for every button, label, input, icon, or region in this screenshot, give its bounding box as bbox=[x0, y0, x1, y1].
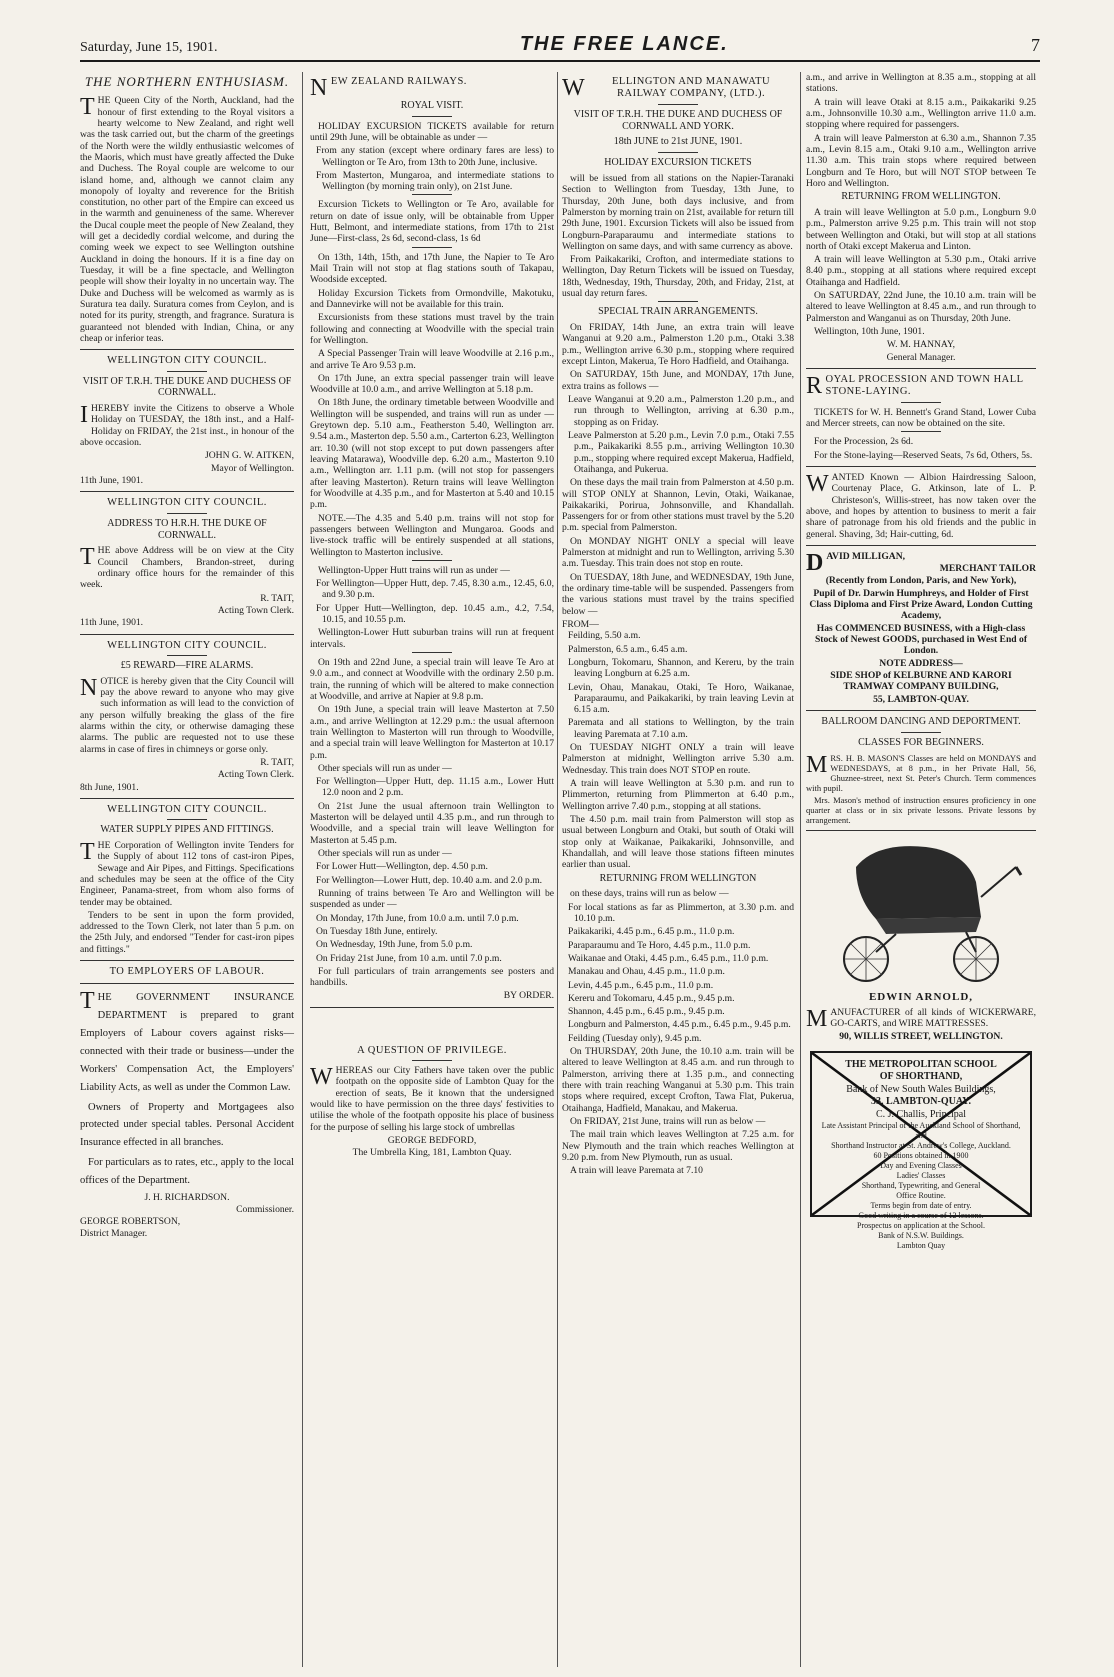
shorthand-advert: THE METROPOLITAN SCHOOL OF SHORTHAND, Bank of New South Wales Buildings, 33, LAMBTON-QUAY. C. J. Challis, Principal Late Assistant Principal of the Auckland School of Shorthand, and Shorthand Instructor at St. Andrew's College, Auckland. 60 Positions obtained in 1900 Day and Evening Classes Ladies' Classes Shorthand, Typewriting, and General Office Routine. Terms begin from date of entry. Good writing in a course of 12 lessons. Prospectus on application at the School. Bank of N.S.W. Buildings. Lambton Quay bbox=[810, 1051, 1032, 1217]
by-order: BY ORDER. bbox=[503, 990, 554, 1002]
notice-subheading: VISIT OF T.R.H. THE DUKE AND DUCHESS OF CORNWALL. bbox=[82, 375, 292, 399]
list-item: Feilding, 5.50 a.m. bbox=[568, 630, 641, 642]
from-label: FROM— bbox=[562, 618, 599, 630]
article-title-northern: THE NORTHERN ENTHUSIASM. bbox=[84, 74, 290, 89]
council-heading: WELLINGTON CITY COUNCIL. bbox=[107, 803, 267, 815]
railways-heading: NEW ZEALAND RAILWAYS. bbox=[310, 75, 467, 101]
arnold-address: 90, WILLIS STREET, WELLINGTON. bbox=[839, 1031, 1003, 1043]
list-item: Leave Palmerston at 5.20 p.m., Levin 7.0 p.m., Otaki 7.55 p.m., Paikakariki 8.55 p.m., arriving Wellington 10.30 p.m., stopping where required except Makerua, Hadfield, Otaihanga, and Pukerua. bbox=[568, 429, 794, 475]
column-4: a.m., and arrive in Wellington at 8.35 a.m., stopping at all stations. A train will leave Otaki at 8.15 a.m., Paikakariki 9.25 a.m., Johnsonville 10.30 a.m., Wellington arrive 11.0 a.m. stopping where required for passengers. A train will leave Palmerston at 6.30 a.m., Shannon 7.35 a.m., Levin 8.15 a.m., Otaki 9.10 a.m., Wellington arrive 11.30 a.m. This train stops where required between Longburn and Te Horo, but will NOT STOP between Te Horo and Wellington. RETURNING FROM WELLINGTON. A train will leave Wellington at 5.0 p.m., Longburn 9.0 p.m., Palmerston arrive 9.25 p.m. This train will not stop between Wellington and Otaki, but will stop at all stations north of Otaki except Makerua and Linton. A train will leave Wellington at 5.30 p.m., Otaki arrive 8.40 p.m., stopping at all stations where required except Otaihanga and Hadfield. On SATURDAY, 22nd June, the 10.10 a.m. train will be altered to leave Wellington at 8.45 a.m., and run through to Palmerston and Wanganui as on Thursday, 20th June. Wellington, 10th June, 1901. W. M. HANNAY, General Manager. ROYAL PROCESSION AND TOWN HALL STONE-LAYING. TICKETS for W. H. Bennett's Grand Stand, Lower Cuba and Mercer streets, can now be obtained on the site. For the Procession, 2s 6d. For the Stone-laying—Reserved Seats, 7s 6d, Others, 5s. WANTED Known — Albion Hairdressing Saloon, Courtenay Place, G. Atkinson, late of L. P. Christeson's, Willis-street, has now taken over the above, and hopes by attention to business to merit a fair share of patronage from his old friends and the public in general. Shaving, 3d; Hair-cutting, 6d. DAVID MILLIGAN, MERCHANT TAILOR (Recently from London, Paris, and New York), Pupil of Dr. Darwin Humphreys, and Holder of First Class Diploma and First Prize Award, London Cutting Academy, Has COMMENCED BUSINESS, with a High-class Stock of Newest GOODS, purchased in West End of London. NOTE ADDRESS— SIDE SHOP of KELBURNE AND KARORI TRAMWAY COMPANY BUILDING, 55, LAMBTON-QUAY. BALLROOM DANCING AND DEPORTMENT. CLASSES FOR BEGINNERS. MRS. H. B. MASON'S Classes are held on MONDAYS and WEDNESDAYS, at 8 p.m., in her Private Hall, 56, Ghuznee-street, next St. Peter's Church. Term commences with pupil. Mrs. Mason's method of instruction ensures proficiency in one quarter at class or in six private lessons. Private lessons by arrangement. EDWIN ARNOLD, MANUFACTURER of all kinds of WICKERWARE, GO-CARTS, and WIRE MATTRESSES. 90, WILLIS STREET, WELLINGTON. THE METROPOLITAN SCHOOL OF SHORTHAND, Bank of New South Wales Buildings, 33, LAMBTON-QUAY. C. J. Challis, Principal Late Assistant Principal of the Auckland School of Shorthand, and Shorthand Instructor at St. Andrew's College, Auckland. 60 Positions obtained in 1900 Day and Evening Classes Ladies' Classes Shorthand, Typewriting, and General Office Routine. Terms begin from date of entry. Good writing in a course of 12 lessons. Prospectus on application at the School. Bank of N.S.W. Buildings. Lambton Quay bbox=[806, 72, 1036, 1251]
notice-subheading: £5 REWARD—FIRE ALARMS. bbox=[120, 659, 254, 671]
ballroom-body: MRS. H. B. MASON'S Classes are held on MONDAYS and WEDNESDAYS, at 8 p.m., in her Private Hall, 56, Ghuznee-street, next St. Peter's Church. Term commences with pupil. bbox=[806, 751, 1036, 793]
list-item: On Friday 21st June, from 10 a.m. until 7.0 p.m. bbox=[316, 952, 502, 964]
wmr-subheading: VISIT OF T.R.H. THE DUKE AND DUCHESS OF CORNWALL AND YORK. bbox=[573, 108, 783, 132]
address-notice-body: THE above Address will be on view at the City Council Chambers, Brandon-street, during ordinary office hours for the remainder of this week. bbox=[80, 544, 294, 591]
dropcap: T bbox=[80, 94, 95, 121]
list-item: Longburn and Palmerston, 4.45 p.m., 6.45 p.m., 9.45 p.m. bbox=[568, 1019, 791, 1031]
notice-date: 8th June, 1901. bbox=[80, 781, 139, 793]
list-item: For Wellington—Upper Hutt, dep. 7.45, 8.30 a.m., 12.45, 6.0, and 9.30 p.m. bbox=[316, 578, 554, 601]
list-item: Paraparaumu and Te Horo, 4.45 p.m., 11.0 p.m. bbox=[568, 939, 751, 951]
page-number: 7 bbox=[1031, 35, 1040, 55]
ballroom-subheading: CLASSES FOR BEGINNERS. bbox=[858, 736, 984, 748]
list-item: On Tuesday 18th June, entirely. bbox=[316, 925, 438, 937]
list-item: Leave Wanganui at 9.20 a.m., Palmerston 1.20 p.m., and run through to Wellington, arriving at 6.30 p.m., stopping as on Friday. bbox=[568, 394, 794, 428]
list-item: Feilding (Tuesday only), 9.45 p.m. bbox=[568, 1032, 702, 1044]
royal-procession-heading: ROYAL PROCESSION AND TOWN HALL STONE-LAYING. bbox=[806, 372, 1024, 399]
milligan-advert: DAVID MILLIGAN, MERCHANT TAILOR (Recently from London, Paris, and New York), Pupil of Dr. Darwin Humphreys, and Holder of First Class Diploma and First Prize Award, London Cutting Academy, Has COMMENCED BUSINESS, with a High-class Stock of Newest GOODS, purchased in West End of London. NOTE ADDRESS— SIDE SHOP of KELBURNE AND KARORI TRAMWAY COMPANY BUILDING, 55, LAMBTON-QUAY. bbox=[806, 549, 1036, 705]
list-item: Palmerston, 6.5 a.m., 6.45 a.m. bbox=[568, 643, 688, 655]
privilege-heading: A QUESTION OF PRIVILEGE. bbox=[357, 1044, 507, 1056]
column-divider bbox=[557, 72, 558, 1667]
masthead bbox=[80, 34, 1040, 62]
list-item: Paikakariki, 4.45 p.m., 6.45 p.m., 11.0 p.m. bbox=[568, 926, 735, 938]
section-rule bbox=[80, 349, 294, 350]
notice-date: Wellington, 10th June, 1901. bbox=[814, 326, 925, 338]
notice-subheading: ADDRESS TO H.R.H. THE DUKE OF CORNWALL. bbox=[107, 517, 267, 541]
wanted-advert: WANTED Known — Albion Hairdressing Saloon, Courtenay Place, G. Atkinson, late of L. P. Christeson's, Willis-street, has now taken over the above, and hopes by attention to business to merit a fair share of patronage from his old friends and the public in general. Shaving, 3d; Hair-cutting, 6d. bbox=[806, 470, 1036, 540]
signature: W. M. HANNAY, bbox=[886, 339, 956, 351]
article-northern-body: THE Queen City of the North, Auckland, had the honour of first extending to the Royal visitors a hearty welcome to New Zealand, and right well was the task carried out, but the charm of the greetings of the North were the wildly enthusiastic welcomes of the Maoris, which must have greatly affected the Duke and Duchess. The Royal couple are welcome to our island home, and, although we cannot claim any monopoly of loyalty and reverence for the British constitution, no other part of the Empire can exceed us in the warmth and genuineness of the same. Wherever the Ducal couple meet the people of New Zealand, they will get a decidedly cordial welcome, and during the coming week we expect to see Wellington outshine Auckland in doing the honours. If it is a fine day on Tuesday, it will be a fine spectacle, and Wellington people will show their loyalty in no uncertain way. The Duke and Duchess will be welcomed as warmly as is Suratura tea daily. Suratura comes from Ceylon, and is noted for its purity, strength, and fragrance. Suratura is guaranteed not blended with Indian, China, or any cheap or inferior teas. bbox=[80, 94, 294, 344]
reward-notice-body: NOTICE is hereby given that the City Council will pay the above reward to anyone who may give such information as will lead to the conviction of any person wilfully breaking the glass of the fire alarms within the city, or otherwise damaging these alarms. The public are requested not to use these alarms in case of fires in chimneys or gorse only. bbox=[80, 674, 294, 755]
column-1 bbox=[80, 72, 294, 1670]
wmr-heading: W ELLINGTON AND MANAWATU RAILWAY COMPANY, (LTD.). bbox=[562, 75, 771, 101]
employers-heading: TO EMPLOYERS OF LABOUR. bbox=[109, 966, 265, 978]
list-item: Waikanae and Otaki, 4.45 p.m., 6.45 p.m., 11.0 p.m. bbox=[568, 952, 769, 964]
council-heading: WELLINGTON CITY COUNCIL. bbox=[107, 497, 267, 509]
list-item: Longburn, Tokomaru, Shannon, and Kereru, by the train leaving Longburn at 6.25 a.m. bbox=[568, 656, 794, 680]
list-item: For local stations as far as Plimmerton, at 3.30 p.m. and 10.10 p.m. bbox=[568, 901, 794, 924]
list-item: On Wednesday, 19th June, from 5.0 p.m. bbox=[316, 939, 473, 951]
special-train-heading: SPECIAL TRAIN ARRANGEMENTS. bbox=[598, 306, 758, 318]
ballroom-heading: BALLROOM DANCING AND DEPORTMENT. bbox=[821, 715, 1021, 727]
notice-date: 11th June, 1901. bbox=[80, 617, 144, 629]
insurance-advert: THE GOVERNMENT INSURANCE DEPARTMENT is prepared to grant Employers of Labour covers against risks—connected with their trade or business—under the Workers' Compensation Act, the Employers' Liability Acts, as well as under the Common Law. Owners of Property and Mortgagees also protected under special tables. Personal Accident Insurance effected in all branches. For particulars as to rates, etc., apply to the local offices of the Department. bbox=[80, 988, 294, 1186]
signature: R. TAIT, bbox=[260, 756, 294, 768]
list-item: For Wellington—Lower Hutt, dep. 10.40 a.m. and 2.0 p.m. bbox=[316, 874, 543, 886]
wmr-dates: 18th JUNE to 21st JUNE, 1901. bbox=[613, 136, 743, 148]
pram-illustration bbox=[816, 837, 1026, 987]
list-item: Paremata and all stations to Wellington, by the train leaving Paremata at 7.10 a.m. bbox=[568, 717, 794, 740]
council-heading: WELLINGTON CITY COUNCIL. bbox=[107, 355, 267, 367]
signature-role: Acting Town Clerk. bbox=[217, 769, 294, 781]
signature: JOHN G. W. AITKEN, bbox=[204, 450, 294, 462]
address: The Umbrella King, 181, Lambton Quay. bbox=[352, 1147, 512, 1159]
signature: J. H. RICHARDSON. bbox=[144, 1191, 230, 1203]
arnold-body: MANUFACTURER of all kinds of WICKERWARE, GO-CARTS, and WIRE MATTRESSES. bbox=[806, 1005, 1036, 1032]
privilege-body: WHEREAS our City Fathers have taken over the public footpath on the opposite side of Lambton Quay for the erection of seats, Be it known that the undersigned would like to have permission on the three days' festivities to utilise the whole of the footpath opposite his place of business for the purpose of selling his large stock of umbrellas bbox=[310, 1064, 554, 1133]
list-item: Shannon, 4.45 p.m., 6.45 p.m., 9.45 p.m. bbox=[568, 1006, 725, 1018]
list-item: Levin, Ohau, Manakau, Otaki, Te Horo, Waikanae, Paraparaumu, and Paikakariki, by train leaving Levin at 6.15 a.m. bbox=[568, 681, 794, 716]
railways-subheading: ROYAL VISIT. bbox=[400, 99, 464, 111]
holiday-tickets-heading: HOLIDAY EXCURSION TICKETS bbox=[604, 157, 752, 169]
list-item: From any station (except where ordinary fares are less) to Wellington or Te Aro, from 13th to 20th June, inclusive. bbox=[316, 145, 554, 168]
returning-heading: RETURNING FROM WELLINGTON. bbox=[841, 191, 1001, 203]
list-item: Kereru and Tokomaru, 4.45 p.m., 9.45 p.m. bbox=[568, 992, 735, 1004]
signature-role: District Manager. bbox=[80, 1227, 148, 1239]
signature: GEORGE ROBERTSON, bbox=[80, 1216, 181, 1228]
arnold-heading: EDWIN ARNOLD, bbox=[868, 990, 974, 1003]
list-item: From Masterton, Mungaroa, and intermediate stations to Wellington (by morning train only), on 21st June. bbox=[316, 169, 554, 193]
list-item: For Upper Hutt—Wellington, dep. 10.45 a.m., 4.2, 7.54, 10.15, and 10.55 p.m. bbox=[316, 602, 554, 626]
list-item: Levin, 4.45 p.m., 6.45 p.m., 11.0 p.m. bbox=[568, 979, 714, 991]
list-item: For Lower Hutt—Wellington, dep. 4.50 p.m. bbox=[316, 861, 488, 873]
tender-notice-body-2: Tenders to be sent in upon the form provided, addressed to the Town Clerk, not later than 5 p.m. on the 25th July, and endorsed "Tender for cast-iron pipes and fittings." bbox=[80, 909, 294, 955]
column-divider bbox=[302, 72, 303, 1667]
newspaper-title: THE FREE LANCE. bbox=[519, 33, 729, 55]
signature-role: Mayor of Wellington. bbox=[211, 462, 294, 474]
list-item: For Wellington—Upper Hutt, dep. 11.15 a.m., Lower Hutt 12.0 noon and 2 p.m. bbox=[316, 776, 554, 799]
notice-date: 11th June, 1901. bbox=[80, 475, 144, 487]
holiday-notice-body: IHEREBY invite the Citizens to observe a Whole Holiday on TUESDAY, the 18th inst., and a Half-Holiday on FRIDAY, the 21st inst., in honour of the above occasion. bbox=[80, 402, 294, 449]
column-3: W ELLINGTON AND MANAWATU RAILWAY COMPANY, (LTD.). VISIT OF T.R.H. THE DUKE AND DUCHESS OF CORNWALL AND YORK. 18th JUNE to 21st JUNE, 1901. HOLIDAY EXCURSION TICKETS will be issued from all stations on the Napier-Taranaki Section to Wellington from Tuesday, 13th June, to Thursday, 20th June, both days inclusive, and from Palmerston by morning train on 21st, available for return till 29th June, 1901. Excursion Tickets will also be issued from Longburn-Paraparaumu and intermediate stations to Wellington on same days, and with same currency as above. From Paikakariki, Crofton, and intermediate stations to Wellington, Day Return Tickets will be issued on Tuesday, 18th, Wednesday, 19th, Thursday, 20th, and Friday, 21st, at usual day return fares. SPECIAL TRAIN ARRANGEMENTS. On FRIDAY, 14th June, an extra train will leave Wanganui at 9.20 a.m., Palmerston 1.20 p.m., Otaki 3.38 p.m., Wellington arrive 6.30 p.m., stopping where required except Linton, Makerua, Te Horo Hadfield, and Otaihanga. On SATURDAY, 15th June, and MONDAY, 17th June, extra trains as follows — Leave Wanganui at 9.20 a.m., Palmerston 1.20 p.m., and run through to Wellington, arriving at 6.30 p.m., stopping as on Friday. Leave Palmerston at 5.20 p.m., Levin 7.0 p.m., Otaki 7.55 p.m., Paikakariki 8.55 p.m., arriving Wellington 10.30 p.m., stopping where required except Makerua, Hadfield, Otaihanga, and Pukerua. On these days the mail train from Palmerston at 4.50 p.m. will STOP ONLY at Shannon, Levin, Otaki, Waikanae, Paikakariki, Porirua, Johnsonville, and Khandallah. Passengers for or from other stations must travel by the 5.20 p.m. special from Palmerston. On MONDAY NIGHT ONLY a special will leave Palmerston at midnight and run to Wellington, arriving 5.30 a.m. Tuesday. This train does not stop en route. On TUESDAY, 18th June, and WEDNESDAY, 19th June, the ordinary time-table will be suspended. Passengers from the various stations must travel by the trains specified below — FROM— Feilding, 5.50 a.m. Palmerston, 6.5 a.m., 6.45 a.m. Longburn, Tokomaru, Shannon, and Kereru, by the train leaving Longburn at 6.25 a.m. Levin, Ohau, Manakau, Otaki, Te Horo, Waikanae, Paraparaumu, and Paikakariki, by train leaving Levin at 6.15 a.m. Paremata and all stations to Wellington, by the train leaving Paremata at 7.10 a.m. On TUESDAY NIGHT ONLY a train will leave Palmerston at midnight, Wellington arrive 5.30 a.m. Wednesday. This train does NOT STOP en route. A train will leave Wellington at 5.30 p.m. and run to Plimmerton, returning from Plimmerton at 6.40 p.m., Wellington arrive 7.40 p.m., stopping at all stations. The 4.50 p.m. mail train from Palmerston will stop as usual between Longburn and Otaki, but south of Otaki will stop only at Waikanae, Paikakariki, Johnsonville, and Khandallah, and will leave those stations fifteen minutes earlier than usual. RETURNING FROM WELLINGTON on these days, trains will run as below — For local stations as far as Plimmerton, at 3.30 p.m. and 10.10 p.m. Paikakariki, 4.45 p.m., 6.45 p.m., 11.0 p.m. Paraparaumu and Te Horo, 4.45 p.m., 11.0 p.m. Waikanae and Otaki, 4.45 p.m., 6.45 p.m., 11.0 p.m. Manakau and Ohau, 4.45 p.m., 11.0 p.m. Levin, 4.45 p.m., 6.45 p.m., 11.0 p.m. Kereru and Tokomaru, 4.45 p.m., 9.45 p.m. Shannon, 4.45 p.m., 6.45 p.m., 9.45 p.m. Longburn and Palmerston, 4.45 p.m., 6.45 p.m., 9.45 p.m. Feilding (Tuesday only), 9.45 p.m. On THURSDAY, 20th June, the 10.10 a.m. train will be altered to leave Wellington at 8.45 a.m. and run through to Palmerston, arriving there at 1.35 p.m., and connecting there with train reaching Wanganui at 5.30 p.m. This train stops where required, except Crofton, Tawa Flat, Pukerua, Otaihanga, Hadfield, Manakau, and Makerua. On FRIDAY, 21st June, trains will run as below — The mail train which leaves Wellington at 7.25 a.m. for New Plymouth and the train which reaches Wellington at 9.20 p.m. from New Plymouth, run as usual. A train will leave Paremata at 7.10 bbox=[562, 75, 794, 1177]
signature-role: Acting Town Clerk. bbox=[217, 604, 294, 616]
column-2: NEW ZEALAND RAILWAYS. ROYAL VISIT. HOLIDAY EXCURSION TICKETS available for return until 29th June, will be obtainable as under — From any station (except where ordinary fares are less) to Wellington or Te Aro, from 13th to 20th June, inclusive. From Masterton, Mungaroa, and intermediate stations to Wellington (by morning train only), on 21st June. Excursion Tickets to Wellington or Te Aro, available for return on date of issue only, will be obtainable from Upper Hutt, Belmont, and intermediate stations, from 17th to 21st June—First-class, 2s 6d, second-class, 1s 6d On 13th, 14th, 15th, and 17th June, the Napier to Te Aro Mail Train will not stop at flag stations south of Takapau, Woodside excepted. Holiday Excursion Tickets from Ormondville, Makotuku, and Dannevirke will not be available for this train. Excursionists from these stations must travel by the train following and connecting at Woodville with the special train for Wellington. A Special Passenger Train will leave Woodville at 2.16 p.m., and arrive Te Aro 9.53 p.m. On 17th June, an extra special passenger train will leave Woodville at 10.0 a.m., and arrive Wellington at 5.18 p.m. On 18th June, the ordinary timetable between Woodville and Wellington will be suspended, and trains will run as under —Greytown dep. 5.10 a.m., Featherston 5.40, Wellington arr. 9.54 a.m., Masterton dep. 5.50 a.m., Carterton 6.23, Wellington arr. 10.30 (will not stop except to put down passengers after leaving Matarawa), Woodville dep. 6.20 a.m., Masterton 9.10 a.m., Wellington arr. 1.11 p.m. (will not stop for passengers after leaving Masterton). Return trains will leave Wellington for Woodville at 4.35 p.m., and for Masterton at 5.40 and 10.15 p.m. NOTE.—The 4.35 and 5.40 p.m. trains will not stop for passengers between Wellington and Mungaroa. Goods and live-stock traffic will be entirely suspended at all stations, Wellington to Masterton inclusive. Wellington-Upper Hutt trains will run as under — For Wellington—Upper Hutt, dep. 7.45, 8.30 a.m., 12.45, 6.0, and 9.30 p.m. For Upper Hutt—Wellington, dep. 10.45 a.m., 4.2, 7.54, 10.15, and 10.55 p.m. Wellington-Lower Hutt suburban trains will run at frequent intervals. On 19th and 22nd June, a special train will leave Te Aro at 9.0 a.m., and connect at Woodville with the ordinary 2.50 p.m. train, the running of which will be altered to make connection at Woodville, and arrive at Napier at 9.8 p.m. On 19th June, a special train will leave Masterton at 7.50 a.m., and arrive Wellington at 12.29 p.m.: the usual afternoon train Wellington to Masterton will run through to Woodville, and a special train will leave Wellington for Masterton at 10.17 p.m. Other specials will run as under — For Wellington—Upper Hutt, dep. 11.15 a.m., Lower Hutt 12.0 noon and 2 p.m. On 21st June the usual afternoon train Wellington to Masterton will be delayed until 4.35 p.m., and run through to Woodville, and a special train will leave Wellington for Masterton at 5.45 p.m. Other specials will run as under — For Lower Hutt—Wellington, dep. 4.50 p.m. For Wellington—Lower Hutt, dep. 10.40 a.m. and 2.0 p.m. Running of trains between Te Aro and Wellington will be suspended as under — On Monday, 17th June, from 10.0 a.m. until 7.0 p.m. On Tuesday 18th June, entirely. On Wednesday, 19th June, from 5.0 p.m. On Friday 21st June, from 10 a.m. until 7.0 p.m. For full particulars of train arrangements see posters and handbills. BY ORDER. A QUESTION OF PRIVILEGE. WHEREAS our City Fathers have taken over the public footpath on the opposite side of Lambton Quay for the erection of seats, Be it known that the undersigned would like to have permission on the three days' festivities to utilise the whole of the footpath opposite his place of business for the purpose of selling his large stock of umbrellas GEORGE BEDFORD, The Umbrella King, 181, Lambton Quay. bbox=[310, 75, 554, 1159]
signature: GEORGE BEDFORD, bbox=[387, 1135, 477, 1147]
returning-heading: RETURNING FROM WELLINGTON bbox=[599, 872, 757, 884]
issue-date: Saturday, June 15, 1901. bbox=[80, 40, 218, 55]
signature-role: General Manager. bbox=[886, 351, 956, 363]
council-heading: WELLINGTON CITY COUNCIL. bbox=[107, 639, 267, 651]
tender-notice-body: THE Corporation of Wellington invite Tenders for the Supply of about 112 tons of cast-iron Pipes, Sewage and Air Pipes, and Fittings. Specifications and schedules may be seen at the office of the City Engineer, Panama-street, from whom also forms of tender may be obtained. bbox=[80, 838, 294, 908]
notice-subheading: WATER SUPPLY PIPES AND FITTINGS. bbox=[100, 824, 274, 836]
column-divider bbox=[800, 72, 801, 1667]
signature: R. TAIT, bbox=[260, 592, 294, 604]
list-item: On Monday, 17th June, from 10.0 a.m. until 7.0 p.m. bbox=[316, 912, 519, 924]
list-item: Manakau and Ohau, 4.45 p.m., 11.0 p.m. bbox=[568, 966, 725, 978]
signature-role: Commissioner. bbox=[236, 1204, 294, 1216]
